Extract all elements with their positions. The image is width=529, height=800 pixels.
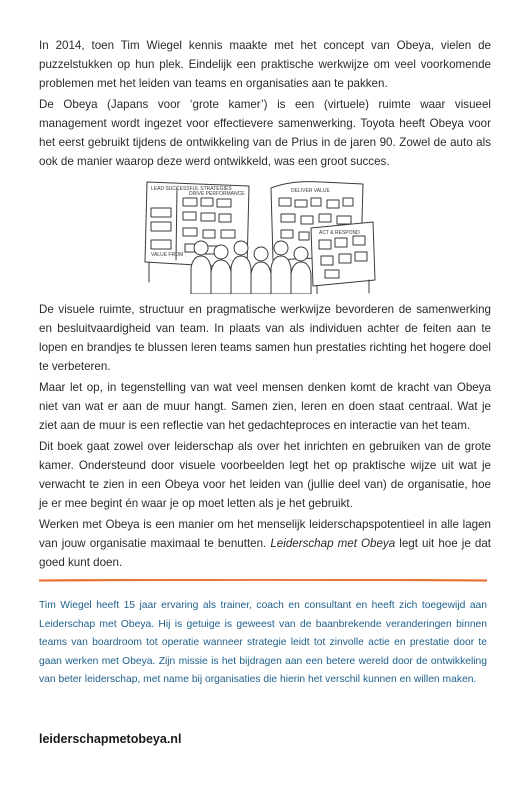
obeya-room-illustration <box>141 176 389 294</box>
board-label-lead: LEAD SUCCESSFUL STRATEGIES <box>151 186 232 192</box>
website-url: leiderschapmetobeya.nl <box>39 732 182 746</box>
closing-text-end: legt uit hoe je dat goed kunt doen. <box>39 537 491 569</box>
board-label-deliver: DELIVER VALUE <box>291 188 330 194</box>
author-bio: Tim Wiegel heeft 15 jaar ervaring als trainer, coach en consultant en heeft zich toegewijd aan Leiderschap met Obeya. Hij is getuige is geweest van de baanbrekende veranderingen binnen teams van boardroom tot operatie wanneer strategie leidt tot zinvolle actie en prestatie door te gaan werken met Obeya. Zijn missie is het bijdragen aan een betere wereld door de ontwikkeling van beter leiderschap, met name bij organisaties die hierin het verschil kunnen en willen maken. <box>39 600 487 685</box>
orange-divider <box>39 579 487 582</box>
board-label-act: ACT & RESPOND <box>319 230 360 236</box>
book-scope-paragraph: Dit boek gaat zowel over leiderschap als over het inrichten en gebruiken van de grote kamer. Ondersteund door visuele voorbeelden legt het op praktische wijze uit wat je verwacht te zien in een Obeya voor het leiden van (jullie deel van) de organisatie, hoe je er mee begint én waar je op moet letten als je het gebruikt. <box>39 440 491 510</box>
book-title-italic: Leiderschap met Obeya <box>270 537 396 550</box>
board-label-value: VALUE FROM <box>151 252 184 258</box>
caution-paragraph: Maar let op, in tegenstelling van wat veel mensen denken komt de kracht van Obeya niet van wat er aan de muur hangt. Samen zien, leren en doen staat centraal. Wat je ziet aan de muur is een reflectie van het gedachteproces en interactie van het team. <box>39 381 491 432</box>
closing-text-start: Werken met Obeya is een manier om het menselijk leiderschapspotentieel in alle lagen van jouw organisatie maximaal te benutten. <box>39 518 491 550</box>
obeya-definition-paragraph: De Obeya (Japans voor ‘grote kamer’) is een (virtuele) ruimte waar visueel management wordt ingezet voor effectievere samenwerking. Toyota heeft Obeya voor het eerst gebruikt tijdens de ontwikkeling van de Prius in de jaren 90. Zowel de auto als ook de manier waarop deze werd ontwikkeld, was een groot succes. <box>39 98 491 168</box>
board-label-drive: DRIVE PERFORMANCE <box>189 191 245 197</box>
closing-paragraph <box>39 515 491 572</box>
intro-paragraph: In 2014, toen Tim Wiegel kennis maakte met het concept van Obeya, vielen de puzzelstukken op hun plek. Eindelijk een praktische werkwijze om veel voorkomende problemen met het leiden van teams en organisaties aan te pakken. <box>39 39 491 90</box>
visual-room-paragraph: De visuele ruimte, structuur en pragmatische werkwijze bevorderen de samenwerking en besluitvaardigheid van team. In plaats van als individuen achter de feiten aan te lopen en brandjes te blussen leren teams samen hun prestaties richting het hogere doel te verbeteren. <box>39 303 491 373</box>
